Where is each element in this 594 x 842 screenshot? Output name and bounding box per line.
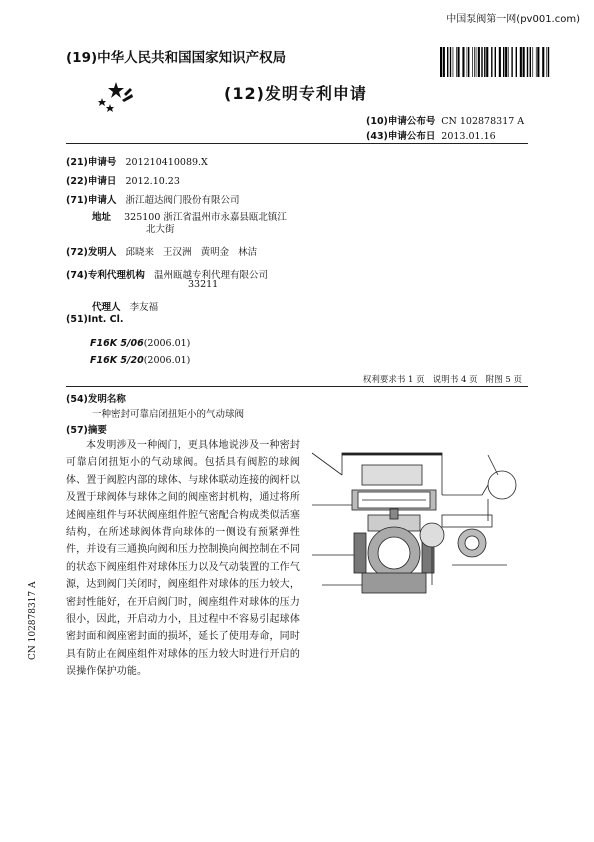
applicant-value: 浙江超达阀门股份有限公司 (125, 195, 240, 206)
agent-value: 李友福 (129, 302, 159, 313)
intcl-label: (51)Int. Cl. (66, 314, 124, 325)
filing-date-label: (22)申请日 (66, 176, 117, 187)
agency-row (66, 263, 268, 282)
class-1-code: F16K 5/06 (90, 338, 144, 349)
address-line-1: 325100 浙江省温州市永嘉县瓯北镇江 (124, 212, 287, 223)
patent-office-name: (19)中华人民共和国国家知识产权局 (66, 50, 287, 66)
abstract-label: (57)摘要 (66, 425, 107, 436)
application-number-row (66, 150, 208, 169)
publication-date-label: (43)申请公布日 (366, 131, 436, 142)
applicant-label: (71)申请人 (66, 195, 117, 206)
page-count-info: 权利要求书 1 页 说明书 4 页 附图 5 页 (362, 375, 522, 385)
inventor-row (66, 240, 257, 259)
site-watermark: 中国泵阀第一网(pv001.com) (446, 14, 580, 25)
abstract-figure (302, 435, 530, 605)
publication-number-value: CN 102878317 A (441, 116, 525, 127)
publication-number-label: (10)申请公布号 (366, 116, 436, 127)
side-publication-code: CN 102878317 A (28, 581, 38, 660)
filing-date-value: 2012.10.23 (125, 176, 180, 187)
agent-label: 代理人 (92, 302, 121, 313)
class-2-code: F16K 5/20 (90, 355, 144, 366)
publication-date-value: 2013.01.16 (441, 131, 496, 142)
agent-row (92, 295, 158, 314)
header-divider (66, 143, 528, 144)
class-1-year: (2006.01) (143, 338, 191, 349)
application-number-label: (21)申请号 (66, 157, 117, 168)
address-label: 地址 (92, 212, 112, 223)
filing-date-row (66, 169, 180, 188)
cnipa-emblem-icon (96, 80, 136, 116)
address-line-2: 北大街 (146, 224, 175, 235)
inventor-value: 邱晓来 王汉洲 黄明金 林洁 (125, 247, 258, 258)
class-row-2 (90, 348, 190, 367)
address-row (92, 205, 287, 224)
class-2-year: (2006.01) (143, 355, 191, 366)
publication-number-row (366, 113, 524, 127)
title-divider (66, 386, 528, 387)
barcode (440, 47, 554, 77)
publication-date-row (366, 128, 496, 142)
abstract-text: 本发明涉及一种阀门，更具体地说涉及一种密封可靠启闭扭矩小的气动球阀。包括具有阀腔的球阀体、置于阀腔内部的球体、与球体联动连接的阀杆以及置于球阀体与球体之间的阀座密封机构，通过将所述阀座组件与环状阀座组件腔气密配合构成类似活塞结构，在所述球阀体背向球体的一侧设有预紧弹性件，并设有三通换向阀和压力控制换向阀控制在不同的状态下阀座组件对球体压力以及气动装置的工作气源，达到阀门关闭时，阀座组件对球体的压力较大，密封性能好，在开启阀门时，阀座组件对球体的压力很小，因此，开启动力小，且过程中不容易引起球体密封面和阀座密封面的损坏，延长了使用寿命，同时具有防止在阀座组件对球体的压力较大时进行开启的误操作保护功能。 (66, 440, 300, 678)
agency-line-1: 温州瓯越专利代理有限公司 (154, 270, 269, 281)
agency-label: (74)专利代理机构 (66, 270, 145, 281)
application-number-value: 201210410089.X (125, 157, 208, 168)
inventor-label: (72)发明人 (66, 247, 117, 258)
invention-title: 一种密封可靠启闭扭矩小的气动球阀 (92, 409, 245, 420)
agency-line-2: 33211 (188, 279, 219, 290)
patent-type-title: (12)发明专利申请 (224, 84, 367, 103)
invention-title-label: (54)发明名称 (66, 394, 126, 405)
